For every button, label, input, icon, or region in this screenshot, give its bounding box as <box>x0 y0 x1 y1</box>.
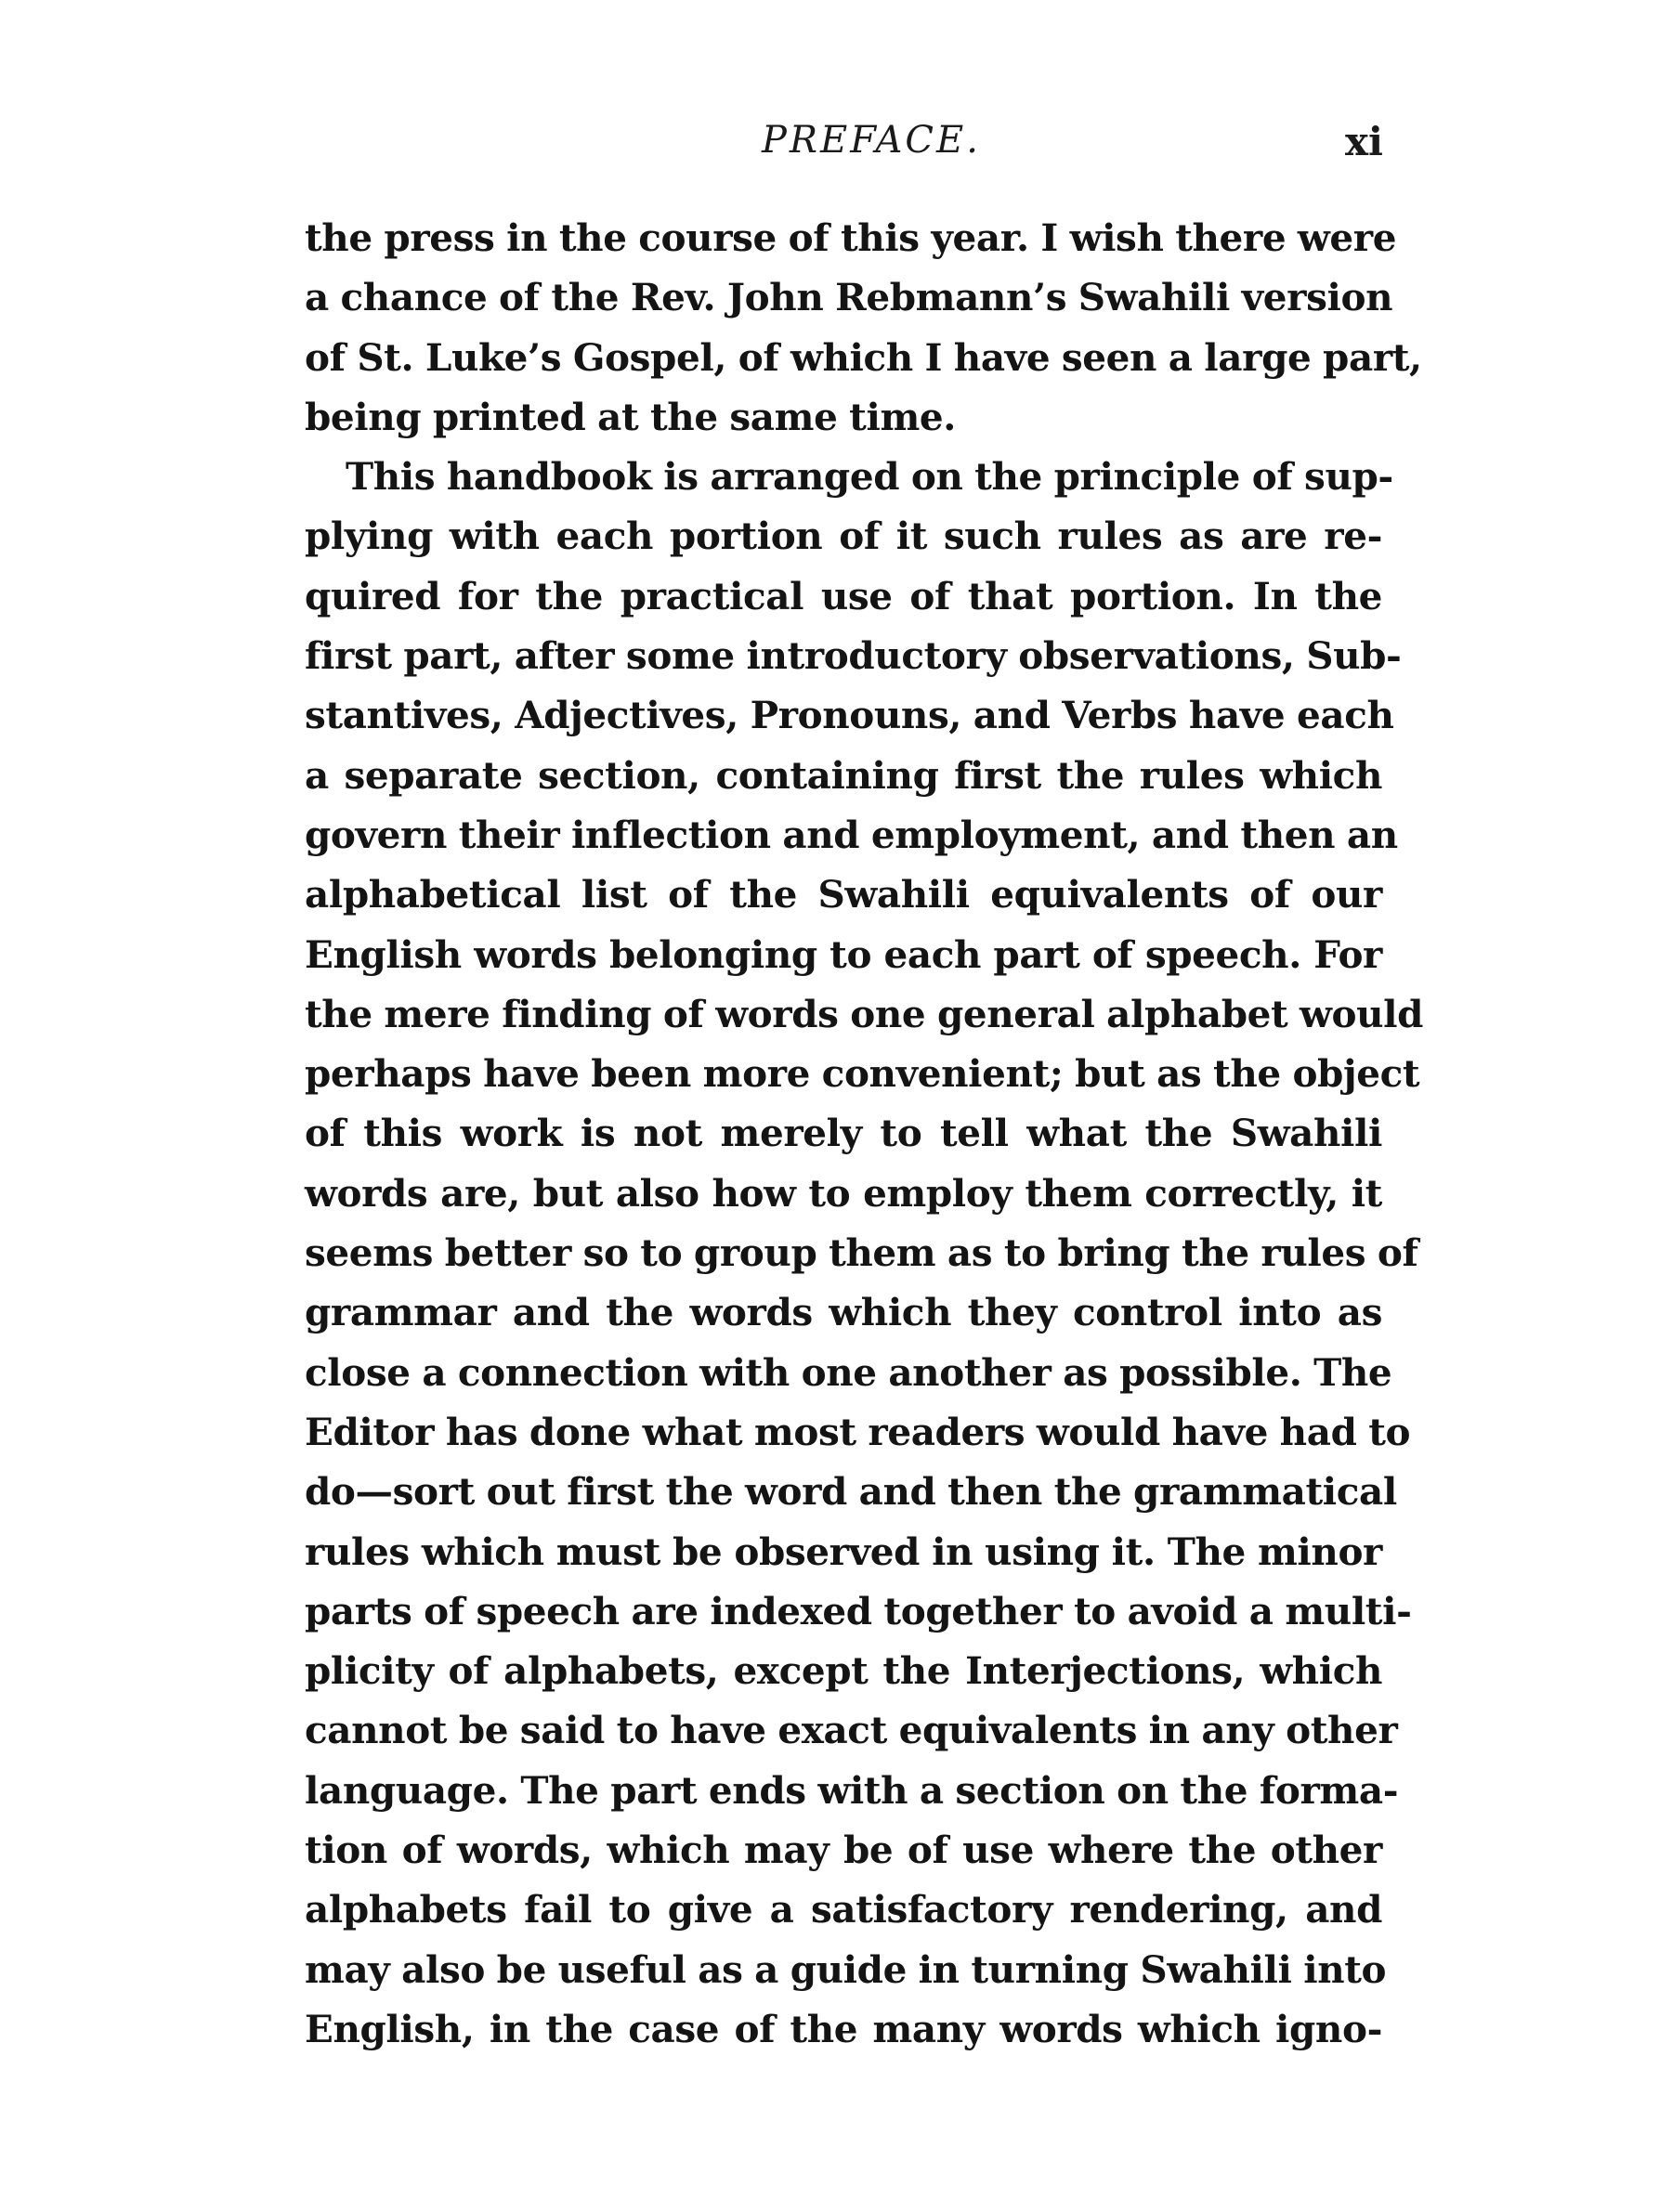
text-line: English words belonging to each part of speech. For <box>305 931 1382 977</box>
text-line: a chance of the Rev. John Rebmann’s Swahili version <box>305 275 1393 320</box>
text-line: rules which must be observed in using it. The minor <box>305 1529 1382 1574</box>
text-line: govern their inflection and employment, and then an <box>305 812 1398 857</box>
text-line: of St. Luke’s Gospel, of which I have seen a large part, <box>305 334 1422 380</box>
text-line: grammar and the words which they control into as <box>305 1290 1382 1335</box>
body-text <box>305 208 1424 2059</box>
text-line: tion of words, which may be of use where the other <box>305 1828 1382 1873</box>
text-line: plying with each portion of it such rules as are re- <box>305 514 1382 559</box>
text-line: the mere finding of words one general alphabet would <box>305 991 1424 1036</box>
text-line: do—sort out first the word and then the grammatical <box>305 1469 1397 1515</box>
text-line: a separate section, containing first the rules which <box>305 752 1382 798</box>
text-line: of this work is not merely to tell what the Swahili <box>305 1111 1382 1156</box>
text-line: Editor has done what most readers would have had to <box>305 1409 1411 1454</box>
text-line: first part, after some introductory observations, Sub- <box>305 633 1402 679</box>
text-line: the press in the course of this year. I wish there were <box>305 215 1397 260</box>
text-line: being printed at the same time. <box>305 394 956 439</box>
running-title: PREFACE. <box>762 119 981 162</box>
text-line: may also be useful as a guide in turning Swahili into <box>305 1946 1387 1992</box>
text-line: seems better so to group them as to bring the rules of <box>305 1230 1418 1276</box>
text-line: parts of speech are indexed together to avoid a multi- <box>305 1588 1412 1633</box>
text-line: stantives, Adjectives, Pronouns, and Verbs have each <box>305 693 1394 738</box>
text-line: cannot be said to have exact equivalents in any other <box>305 1708 1398 1753</box>
text-line: quired for the practical use of that portion. In the <box>305 573 1382 618</box>
text-line: perhaps have been more convenient; but as the object <box>305 1051 1420 1097</box>
running-head <box>0 119 1659 175</box>
text-line: close a connection with one another as possible. The <box>305 1349 1392 1395</box>
text-line: plicity of alphabets, except the Interjections, which <box>305 1648 1382 1694</box>
text-line: words are, but also how to employ them correctly, it <box>305 1170 1382 1216</box>
text-line: English, in the case of the many words which igno- <box>305 2006 1382 2051</box>
text-line: alphabetical list of the Swahili equivalents of our <box>305 872 1382 917</box>
text-line: This handbook is arranged on the principle of sup- <box>346 454 1393 500</box>
text-line: language. The part ends with a section on the forma- <box>305 1767 1399 1813</box>
text-line: alphabets fail to give a satisfactory rendering, and <box>305 1887 1382 1932</box>
page-number: xi <box>1345 119 1383 164</box>
